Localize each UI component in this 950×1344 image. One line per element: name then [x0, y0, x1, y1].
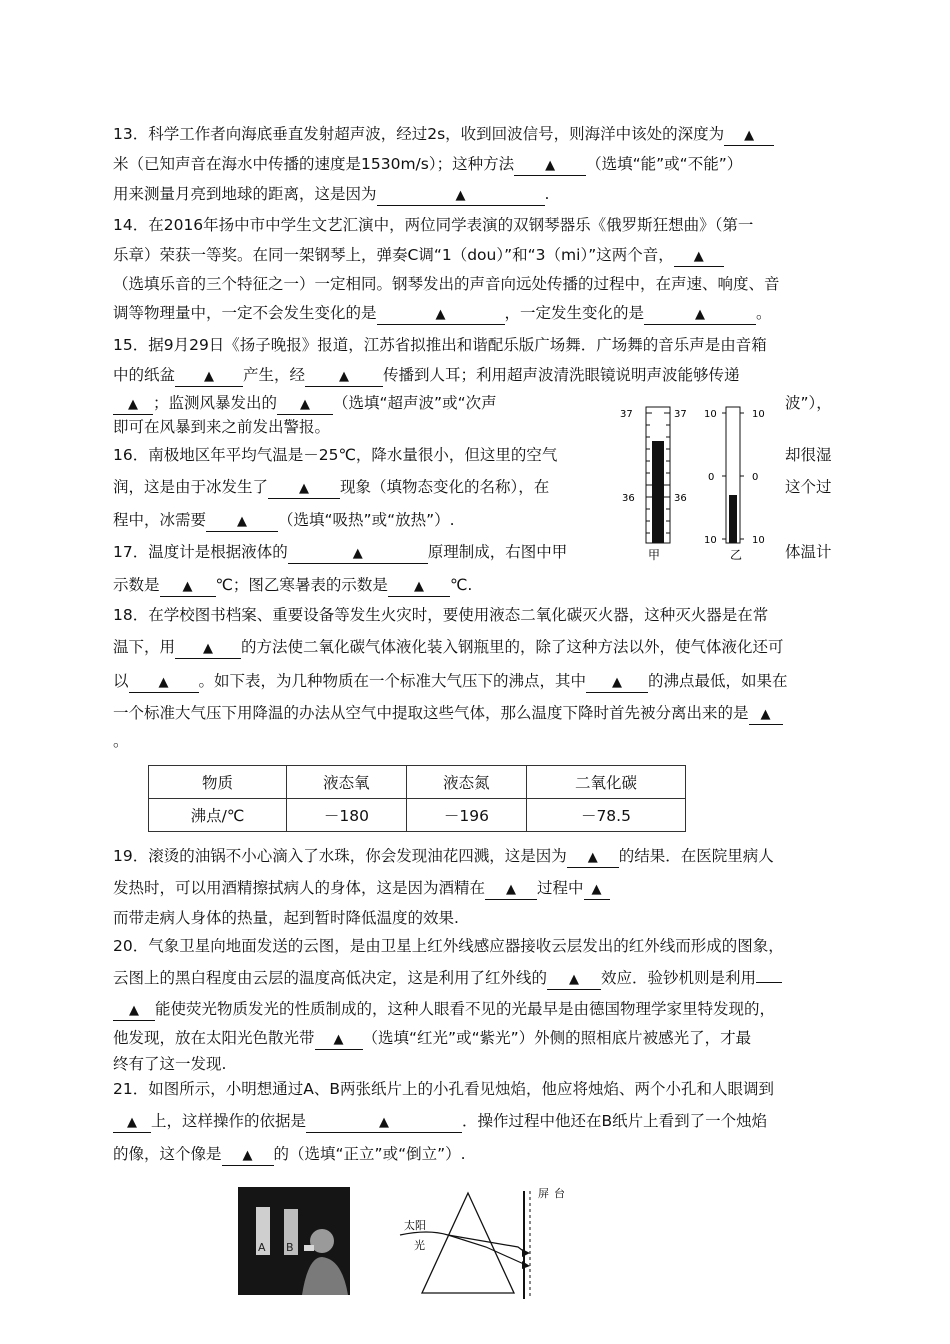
blank-marker: ▲: [587, 850, 598, 865]
q13-blank-2[interactable]: [514, 155, 586, 176]
q18-line-1: [113, 604, 835, 626]
q14-blank-2[interactable]: [377, 304, 505, 325]
q18-text: 。: [113, 732, 129, 750]
q20-text: 20．气象卫星向地面发送的云图，是由卫星上红外线感应器接收云层发出的红外线而形成的图象，: [113, 937, 784, 955]
boiling-point-table: [148, 765, 686, 832]
yi-label-0-right: 0: [752, 472, 759, 483]
yi-label-10-bottom-right: 10: [752, 535, 765, 546]
q18-text: 一个标准大气压下用降温的办法从空气中提取这些气体，那么温度下降时首先被分离出来的是: [113, 704, 749, 722]
q17-blank-2[interactable]: [160, 576, 216, 597]
yi-label-0-left: 0: [708, 472, 715, 483]
q14-line-3: [113, 273, 835, 295]
q21-blank-3[interactable]: [222, 1145, 274, 1166]
q14-text: ，一定发生变化的是: [504, 304, 645, 322]
table-header-cell: 物质: [149, 766, 287, 799]
q16-text: 16．南极地区年平均气温是－25℃，降水量很小，但这里的空气: [113, 446, 558, 464]
q13-line-2: [113, 153, 835, 176]
q21-line-3: [113, 1143, 835, 1166]
q20-blank-2a[interactable]: [756, 982, 782, 983]
q13-line-1: [113, 123, 835, 146]
q15-line-1: [113, 334, 835, 356]
table-header-cell: 液态氧: [286, 766, 406, 799]
prism: [422, 1193, 514, 1293]
q13-text: 用来测量月亮到地球的距离，这是因为: [113, 185, 377, 203]
card-b-label: B: [286, 1241, 294, 1254]
jia-mercury: [652, 441, 664, 543]
q18-blank-3[interactable]: [586, 672, 648, 693]
q13-line-3: [113, 183, 835, 206]
q14-text: 。: [756, 304, 772, 322]
q17-blank-1[interactable]: [288, 543, 428, 564]
q19-text: 19．滚烫的油锅不小心滴入了水珠，你会发现油花四溅，这是因为: [113, 847, 567, 865]
q15-text: 中的纸盆: [113, 366, 176, 384]
q14-text: （选填乐音的三个特征之一）一定相同。钢琴发出的声音向远处传播的过程中，在声速、响度、音: [113, 275, 780, 293]
blank-marker: ▲: [127, 1115, 137, 1130]
q17-text: 17．温度计是根据液体的: [113, 543, 288, 561]
q15-text: 15．据9月29日《扬子晚报》报道，江苏省拟推出和谐配乐版广场舞．广场舞的音乐声是由音箱: [113, 336, 767, 354]
q13-blank-1[interactable]: [724, 125, 774, 146]
q20-blank-1[interactable]: [547, 969, 601, 990]
q20-line-3: [113, 998, 835, 1021]
q15-text: 即可在风暴到来之前发出警报。: [113, 418, 331, 436]
q18-text: 的方法使二氧化碳气体液化装入钢瓶里的，除了这种方法以外，使气体液化还可: [241, 638, 784, 656]
q18-blank-2[interactable]: [129, 672, 199, 693]
blank-marker: ▲: [242, 1148, 253, 1163]
q13-text: .: [544, 185, 550, 203]
q18-text: 。如下表，为几种物质在一个标准大气压下的沸点，其中: [198, 672, 587, 690]
q15-line-2: [113, 364, 835, 387]
q21-text: 的（选填“正立”或“倒立”）.: [273, 1145, 466, 1163]
blank-marker: ▲: [158, 675, 169, 690]
q21-text: 上，这样操作的依据是: [151, 1112, 307, 1130]
pinhole-photo-figure: [238, 1187, 350, 1295]
yi-label-10-top-right: 10: [752, 409, 765, 420]
q21-line-2: [113, 1110, 835, 1133]
yi-label-10-bottom-left: 10: [704, 535, 717, 546]
q15-text: 传播到人耳；利用超声波清洗眼镜说明声波能够传递: [383, 366, 740, 384]
q14-line-1: [113, 214, 835, 236]
blank-marker: ▲: [591, 882, 602, 897]
q14-line-2: [113, 244, 835, 267]
table-row-label: 沸点/℃: [149, 799, 287, 832]
blank-marker: ▲: [237, 514, 248, 529]
q18-line-3: [113, 670, 835, 693]
blank-marker: ▲: [352, 546, 363, 561]
q15-text: 波”），: [785, 394, 832, 412]
q21-line-1: [113, 1078, 835, 1100]
q20-line-4: [113, 1027, 835, 1050]
q16-text: 却很湿: [785, 446, 832, 464]
blank-marker: ▲: [128, 397, 138, 412]
q17-text: ℃.: [449, 576, 473, 594]
dispersed-ray: [448, 1235, 526, 1265]
label-stand: 台: [554, 1187, 565, 1200]
table-cell: －180: [286, 799, 406, 832]
q20-text: 他发现，放在太阳光色散光带: [113, 1029, 315, 1047]
q17-text: 原理制成，右图中甲: [427, 543, 568, 561]
blank-marker: ▲: [455, 188, 466, 203]
q15-blank-2[interactable]: [305, 366, 383, 387]
q19-text: 而带走病人身体的热量，起到暂时降低温度的效果.: [113, 909, 459, 927]
blank-marker: ▲: [339, 369, 350, 384]
thermometer-jia: [620, 407, 687, 562]
blank-marker: ▲: [379, 1115, 390, 1130]
q13-text: 米（已知声音在海水中传播的速度是1530m/s）；这种方法: [113, 155, 515, 173]
q18-line-2: [113, 636, 835, 659]
table-header-cell: 二氧化碳: [526, 766, 685, 799]
q20-text: 终有了这一发现.: [113, 1055, 227, 1073]
blank-marker: ▲: [744, 128, 755, 143]
blank-marker: ▲: [760, 707, 771, 722]
q14-blank-1[interactable]: [674, 246, 724, 267]
q21-text: 21．如图所示，小明想通过A、B两张纸片上的小孔看见烛焰，他应将烛焰、两个小孔和人眼调到: [113, 1080, 774, 1098]
q19-blank-1[interactable]: [567, 847, 619, 868]
jia-label-37-right: 37: [674, 409, 687, 420]
q18-blank-1[interactable]: [175, 638, 241, 659]
blank-marker: ▲: [612, 675, 623, 690]
yi-liquid: [729, 495, 737, 543]
table-header-cell: 液态氮: [406, 766, 526, 799]
jia-label-36-right: 36: [674, 493, 687, 504]
q17-text: ℃；图乙寒暑表的示数是: [215, 576, 388, 594]
table-row: [149, 766, 686, 799]
q18-line-5: [113, 730, 835, 752]
table-row: [149, 799, 686, 832]
q16-blank-1[interactable]: [268, 478, 340, 499]
q19-text: 发热时，可以用酒精擦拭病人的身体，这是因为酒精在: [113, 879, 486, 897]
q21-blank-1[interactable]: [113, 1112, 151, 1133]
q18-blank-4[interactable]: [749, 704, 783, 725]
yi-caption: 乙: [730, 548, 743, 562]
q19-line-1: [113, 845, 835, 868]
q16-text: 这个过: [785, 478, 832, 496]
blank-marker: ▲: [506, 882, 517, 897]
card-a-label: A: [258, 1241, 266, 1254]
q14-text: 14．在2016年扬中市中学生文艺汇演中，两位同学表演的双钢琴器乐《俄罗斯狂想曲》（第一: [113, 216, 754, 234]
q19-line-2: [113, 877, 835, 900]
q14-line-4: [113, 302, 835, 325]
thermometer-figure: [612, 403, 802, 565]
blank-marker: ▲: [413, 579, 424, 594]
q16-text: 现象（填物态变化的名称），在: [340, 478, 550, 496]
q15-blank-1[interactable]: [175, 366, 243, 387]
table-cell: －196: [406, 799, 526, 832]
blank-marker: ▲: [695, 307, 706, 322]
q20-text: 能使荧光物质发光的性质制成的，这种人眼看不见的光最早是由德国物理学家里特发现的，: [155, 1000, 776, 1018]
blank-marker: ▲: [569, 972, 580, 987]
q20-text: 效应．验钞机则是利用: [601, 969, 757, 987]
q17-text: 示数是: [113, 576, 160, 594]
q20-text: （选填“红光”或“紫光”）外侧的照相底片被感光了，才最: [362, 1029, 752, 1047]
q20-blank-2[interactable]: [113, 1000, 155, 1021]
label-screen: 屏: [538, 1187, 549, 1200]
blank-marker: ▲: [435, 307, 446, 322]
q20-line-2: [113, 967, 835, 990]
label-sun: 太阳: [404, 1219, 426, 1232]
prism-dispersion-figure: [398, 1183, 582, 1301]
jia-label-37-left: 37: [620, 409, 633, 420]
q14-text: 调等物理量中，一定不会发生变化的是: [113, 304, 377, 322]
q18-text: 的沸点最低，如果在: [648, 672, 788, 690]
table-cell: －78.5: [526, 799, 685, 832]
blank-marker: ▲: [182, 579, 193, 594]
q21-text: ．操作过程中他还在B纸片上看到了一个烛焰: [462, 1112, 768, 1130]
q17-text: 体温计: [785, 543, 832, 561]
q13-text: 13．科学工作者向海底垂直发射超声波，经过2s，收到回波信号，则海洋中该处的深度为: [113, 125, 725, 143]
blank-marker: ▲: [693, 249, 704, 264]
yi-label-10-top-left: 10: [704, 409, 717, 420]
q21-text: 的像，这个像是: [113, 1145, 222, 1163]
q21-blank-2[interactable]: [306, 1112, 462, 1133]
q14-text: 乐章）荣获一等奖。在同一架钢琴上，弹奏C调“1（dou）”和“3（mi）”这两个音，: [113, 246, 674, 264]
label-light: 光: [414, 1239, 425, 1252]
q16-text: （选填“吸热”或“放热”）.: [278, 511, 455, 529]
q15-text: ；监测风暴发出的: [153, 394, 278, 412]
q20-text: 云图上的黑白程度由云层的温度高低决定，这是利用了红外线的: [113, 969, 548, 987]
q13-text: （选填“能”或“不能”）: [586, 155, 743, 173]
hand: [304, 1245, 314, 1251]
q15-text: 产生，经: [243, 366, 306, 384]
q16-text: 润，这是由于冰发生了: [113, 478, 269, 496]
blank-marker: ▲: [204, 369, 215, 384]
q18-line-4: [113, 702, 835, 725]
q17-blank-3[interactable]: [388, 576, 450, 597]
q17-line-2: [113, 574, 835, 597]
q16-text: 程中，冰需要: [113, 511, 207, 529]
blank-marker: ▲: [333, 1032, 344, 1047]
q19-text: 过程中: [537, 879, 584, 897]
q15-blank-3[interactable]: [113, 394, 153, 415]
q19-text: 的结果．在医院里病人: [618, 847, 774, 865]
q19-blank-2[interactable]: [485, 879, 537, 900]
q13-blank-3[interactable]: [377, 185, 545, 206]
blank-marker: ▲: [545, 158, 556, 173]
q20-line-5: [113, 1053, 835, 1075]
q19-blank-3[interactable]: [584, 879, 610, 900]
blank-marker: ▲: [300, 397, 311, 412]
blank-marker: ▲: [203, 641, 214, 656]
jia-label-36-left: 36: [622, 493, 635, 504]
q18-text: 18．在学校图书档案、重要设备等发生火灾时，要使用液态二氧化碳灭火器，这种灭火器是在常: [113, 606, 769, 624]
q20-line-1: [113, 935, 835, 957]
thermometer-yi: [704, 407, 765, 562]
q16-blank-2[interactable]: [206, 511, 278, 532]
q15-blank-4[interactable]: [277, 394, 333, 415]
q15-text: （选填“超声波”或“次声: [333, 394, 497, 412]
q20-blank-3[interactable]: [315, 1029, 363, 1050]
q18-text: 温下，用: [113, 638, 176, 656]
q18-text: 以: [113, 672, 129, 690]
q14-blank-3[interactable]: [644, 304, 756, 325]
jia-caption: 甲: [648, 548, 661, 562]
blank-marker: ▲: [299, 481, 310, 496]
q19-line-3: [113, 907, 835, 929]
blank-marker: ▲: [129, 1003, 139, 1018]
